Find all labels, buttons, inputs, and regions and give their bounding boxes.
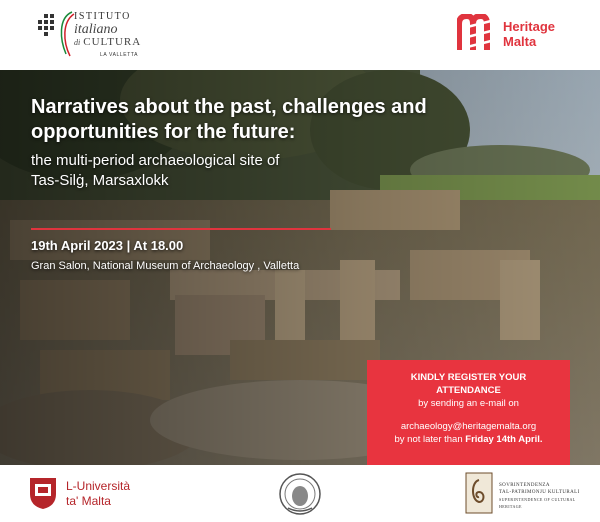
event-date-time: 19th April 2023 | At 18.00 bbox=[31, 238, 184, 253]
university-line2: ta' Malta bbox=[66, 494, 111, 508]
register-line3: by sending an e-mail on bbox=[418, 398, 519, 409]
event-subtitle bbox=[31, 151, 581, 191]
sovrintendenza-logo-icon bbox=[465, 472, 493, 514]
iic-line2: italiano bbox=[74, 22, 118, 37]
hm-line2: Malta bbox=[503, 34, 537, 49]
iic-city: LA VALLETTA bbox=[100, 52, 139, 58]
iic-line1: ISTITUTO bbox=[74, 11, 131, 22]
iic-line3-main: CULTURA bbox=[83, 36, 142, 48]
iic-logo-icon bbox=[30, 10, 80, 60]
register-email[interactable]: archaeology@heritagemalta.org bbox=[400, 421, 537, 432]
register-title-line2: ATTENDANCE bbox=[436, 385, 501, 396]
title-line1: Narratives about the past, challenges and bbox=[31, 96, 427, 118]
sov-line2: TAL-PATRIMONJU KULTURALI bbox=[499, 490, 580, 495]
iic-line3 bbox=[74, 36, 141, 49]
university-crest-icon bbox=[28, 476, 58, 510]
register-deadline-prefix: by not later than bbox=[394, 434, 463, 445]
heritage-malta-logo[interactable] bbox=[457, 10, 587, 60]
heritage-malta-logo-icon bbox=[457, 14, 499, 52]
subtitle-line2: Tas-Silġ, Marsaxlokk bbox=[31, 172, 169, 189]
subtitle-line1: the multi-period archaeological site of bbox=[31, 152, 280, 169]
university-logo[interactable] bbox=[28, 476, 178, 512]
sov-line1: SOVRINTENDENZA bbox=[499, 483, 550, 488]
university-line1: L-Università bbox=[66, 479, 131, 493]
seal-logo[interactable] bbox=[278, 472, 322, 516]
register-deadline-line bbox=[367, 433, 570, 446]
register-title-line1: KINDLY REGISTER YOUR bbox=[410, 372, 527, 383]
iic-line3-prefix: di bbox=[74, 38, 81, 47]
seal-icon bbox=[278, 472, 322, 516]
sov-line3: SUPERINTENDENCE OF CULTURAL HERITAGE bbox=[499, 497, 576, 509]
iic-logo[interactable] bbox=[30, 6, 150, 64]
event-title bbox=[31, 95, 581, 145]
divider bbox=[31, 228, 331, 230]
register-box bbox=[367, 360, 570, 466]
register-deadline: Friday 14th April. bbox=[465, 434, 543, 445]
title-line2: opportunities for the future: bbox=[31, 121, 296, 143]
event-venue: Gran Salon, National Museum of Archaeology , Valletta bbox=[31, 260, 300, 272]
sovrintendenza-logo[interactable] bbox=[465, 472, 585, 516]
hm-line1: Heritage bbox=[503, 19, 556, 34]
